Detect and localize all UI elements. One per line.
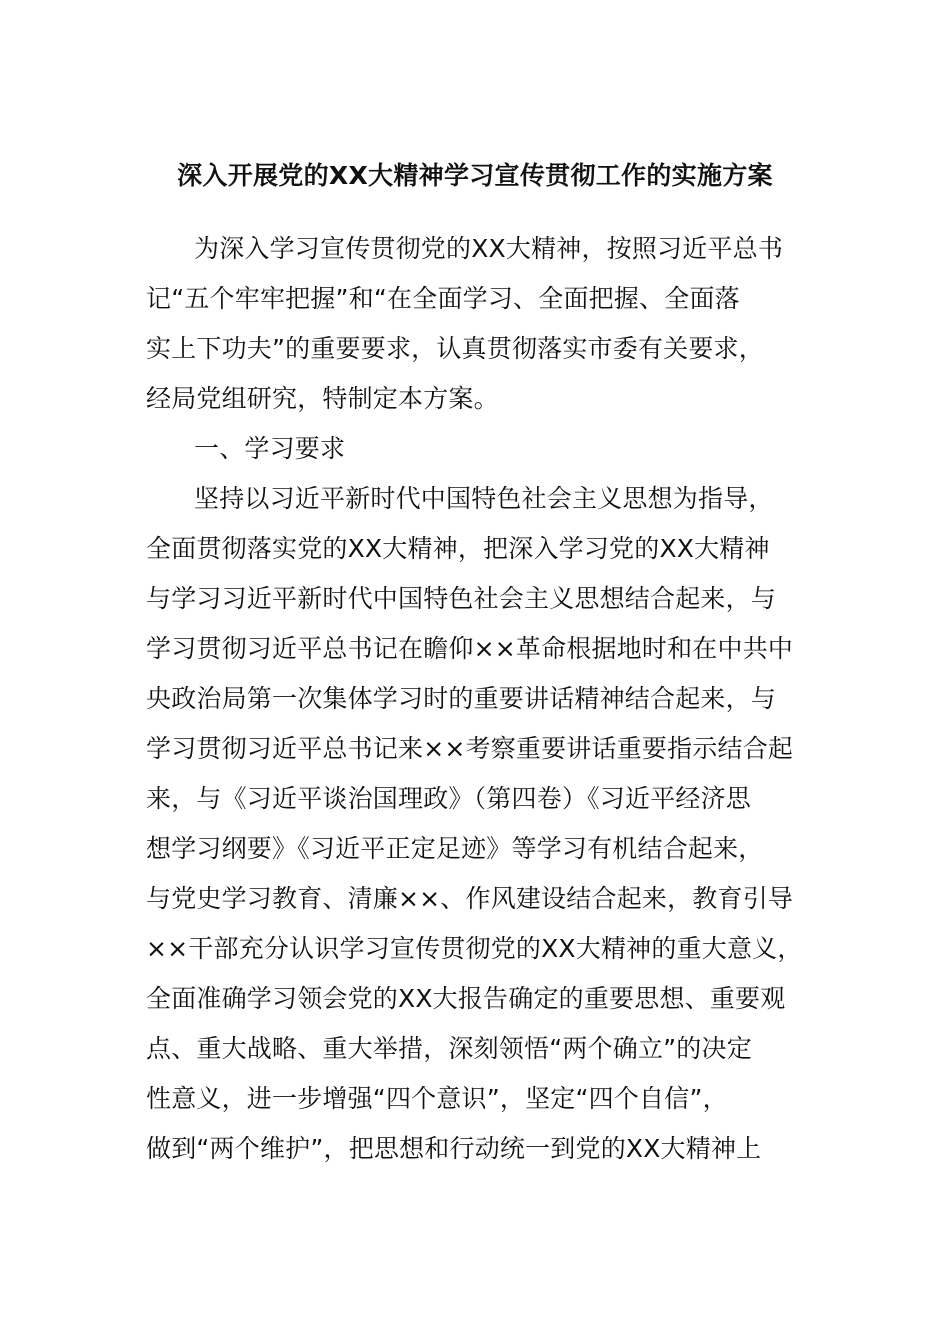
document-title: 深入开展党的XX大精神学习宣传贯彻工作的实施方案 [177, 161, 773, 190]
paragraph-line: 经局党组研究，特制定本方案。 [146, 384, 499, 413]
paragraph-line: 学习贯彻习近平总书记来××考察重要讲话重要指示结合起 [146, 734, 794, 763]
paragraph-line: 点、重大战略、重大举措，深刻领悟“两个确立”的决定 [146, 1034, 752, 1063]
paragraph-line: 央政治局第一次集体学习时的重要讲话精神结合起来，与 [146, 684, 777, 713]
paragraph-line: 为深入学习宣传贯彻党的XX大精神，按照习近平总书 [194, 234, 784, 263]
paragraph-line: 想学习纲要》《习近平正定足迹》等学习有机结合起来， [146, 834, 764, 863]
paragraph-line: 全面贯彻落实党的XX大精神，把深入学习党的XX大精神 [146, 534, 770, 563]
paragraph-line: 来，与《习近平谈治国理政》（第四卷）《习近平经济思 [146, 784, 752, 813]
paragraph-line: 实上下功夫”的重要要求，认真贯彻落实市委有关要求， [146, 334, 764, 363]
paragraph-line: 坚持以习近平新时代中国特色社会主义思想为指导， [194, 484, 774, 513]
paragraph-line: 做到“两个维护”，把思想和行动统一到党的XX大精神上 [146, 1134, 762, 1163]
paragraph-line: 与党史学习教育、清廉××、作风建设结合起来，教育引导 [146, 884, 794, 913]
section-heading: 一、学习要求 [194, 434, 346, 463]
paragraph-line: 记“五个牢牢把握”和“在全面学习、全面把握、全面落 [146, 284, 740, 313]
paragraph-line: ××干部充分认识学习宣传贯彻党的XX大精神的重大意义， [146, 934, 803, 963]
paragraph-line: 性意义，进一步增强“四个意识”，坚定“四个自信”， [146, 1084, 728, 1113]
paragraph-line: 全面准确学习领会党的XX大报告确定的重要思想、重要观 [146, 984, 786, 1013]
paragraph-line: 与学习习近平新时代中国特色社会主义思想结合起来，与 [146, 584, 777, 613]
paragraph-line: 学习贯彻习近平总书记在瞻仰××革命根据地时和在中共中 [146, 634, 794, 663]
